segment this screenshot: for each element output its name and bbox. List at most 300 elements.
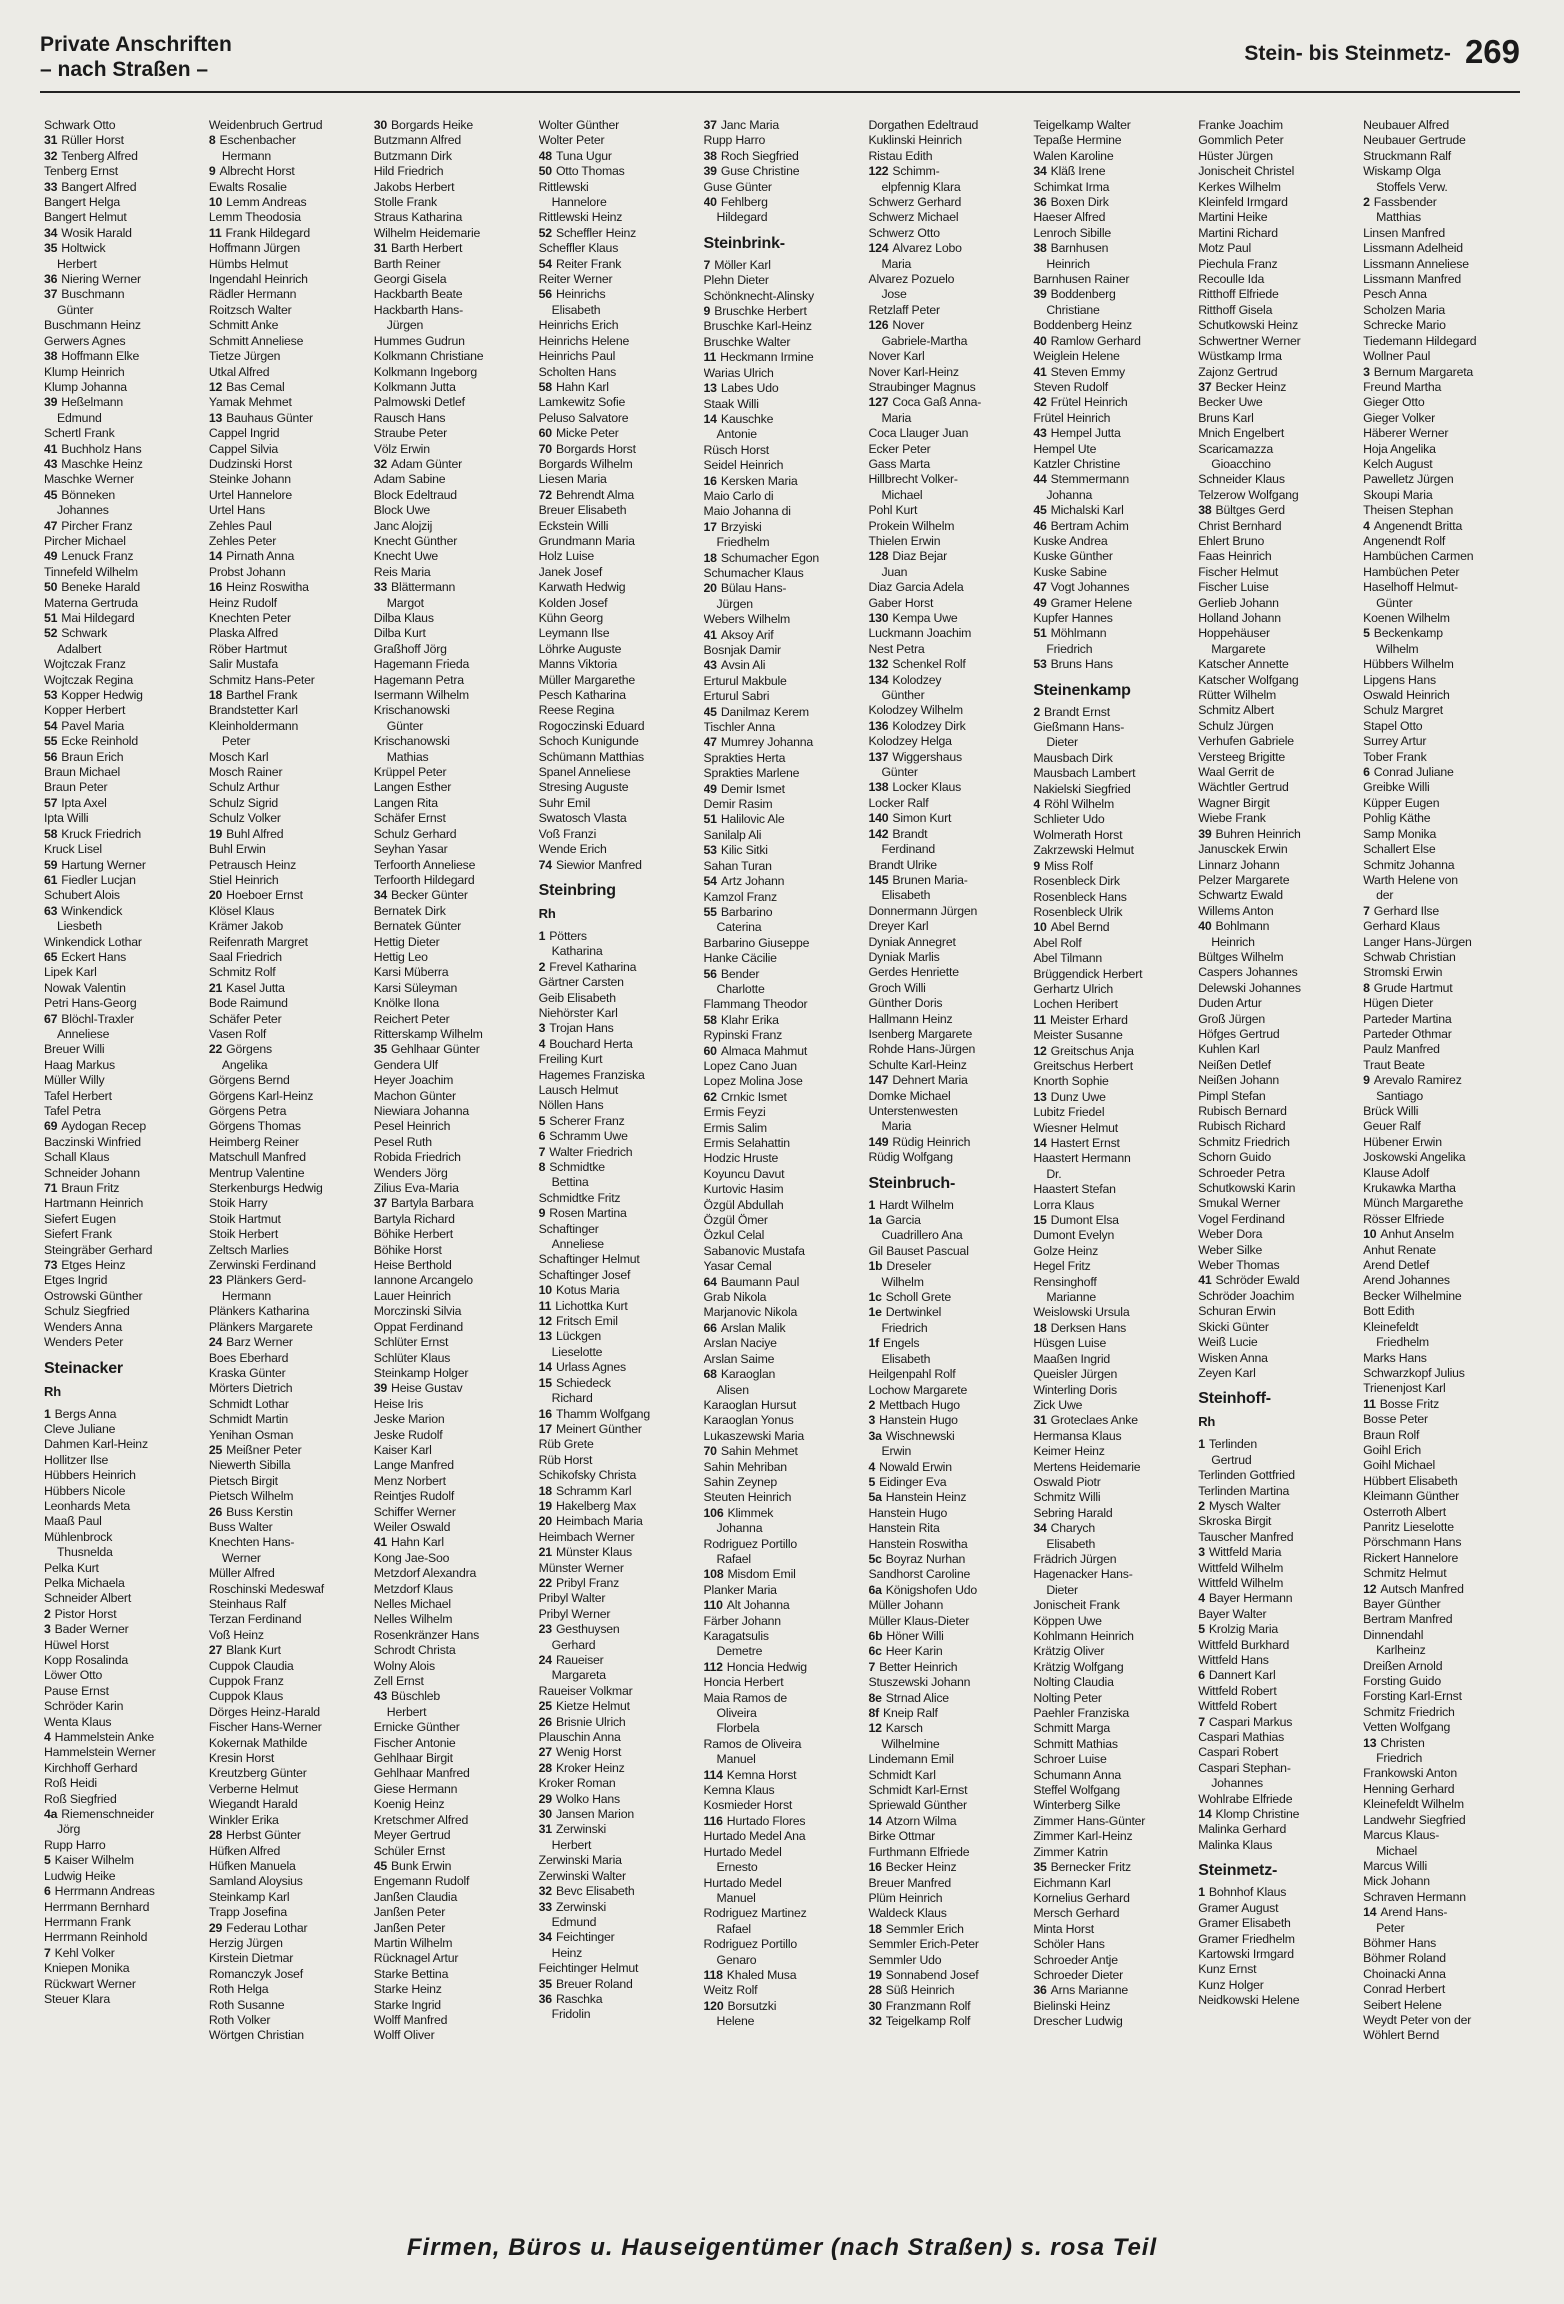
- directory-entry: Nöllen Hans: [538, 1098, 604, 1113]
- directory-entry: 43 Avsin Ali: [703, 658, 766, 673]
- house-number: 26: [538, 1714, 552, 1729]
- directory-entry: Hanstein Hugo: [868, 1505, 948, 1520]
- directory-entry: Etges Ingrid: [44, 1273, 108, 1288]
- house-number: 51: [703, 812, 717, 827]
- directory-entry: Willems Anton: [1198, 903, 1274, 918]
- directory-entry: Weiler Oswald: [373, 1519, 451, 1534]
- directory-entry: Heinrichs Paul: [538, 349, 616, 364]
- directory-entry: 12 Bas Cemal: [208, 379, 285, 394]
- entry-continuation: Heinrich: [1211, 934, 1255, 949]
- directory-entry: Niewiara Johanna: [373, 1104, 470, 1118]
- directory-entry: Rupp Harro: [703, 133, 766, 148]
- directory-entry: Metzdorf Alexandra: [373, 1566, 477, 1581]
- directory-entry: Schulte Karl-Heinz: [868, 1057, 967, 1072]
- directory-entry: Koenig Heinz: [373, 1797, 445, 1812]
- directory-entry: Siefert Eugen: [44, 1211, 116, 1226]
- directory-entry: Mentrup Valentine: [208, 1165, 305, 1180]
- directory-entry: 5 Eidinger Eva: [868, 1474, 947, 1489]
- directory-entry: 28 Herbst Günter: [208, 1828, 301, 1843]
- directory-entry: Münch Margarethe: [1363, 1196, 1464, 1211]
- directory-entry: 6a Königshofen Udo: [868, 1582, 978, 1597]
- directory-entry: 1f Engels: [868, 1336, 920, 1351]
- house-number: 70: [538, 441, 552, 456]
- directory-entry: Rückwart Werner: [44, 1976, 136, 1991]
- directory-entry: Jeske Rudolf: [373, 1427, 443, 1442]
- house-number: 35: [538, 1976, 552, 1991]
- directory-entry: 48 Tuna Ugur: [538, 148, 612, 163]
- directory-entry: Marcus Klaus-: [1363, 1828, 1440, 1843]
- directory-entry: Dreyer Karl: [868, 919, 929, 934]
- directory-entry: Zimmer Hans-Günter: [1033, 1813, 1146, 1828]
- directory-entry: 41 Hahn Karl: [373, 1535, 444, 1550]
- directory-entry: Krätzig Wolfgang: [1033, 1659, 1124, 1674]
- directory-entry: 9 Bruschke Herbert: [703, 304, 807, 319]
- house-number: 12: [1363, 1581, 1377, 1596]
- directory-entry: 120 Borsutzki: [703, 1998, 777, 2013]
- directory-entry: Tenberg Ernst: [44, 164, 118, 179]
- directory-entry: Rösser Elfriede: [1363, 1211, 1445, 1226]
- directory-entry: Schraven Hermann: [1363, 1889, 1466, 1904]
- directory-entry: 26 Brisnie Ulrich: [538, 1714, 626, 1729]
- directory-column-5: [704, 118, 863, 2208]
- directory-entry: Greibke Willi: [1363, 780, 1430, 795]
- entry-continuation: Günter: [1376, 595, 1413, 610]
- directory-entry: Schümann Matthias: [538, 749, 644, 764]
- directory-entry: Webers Wilhelm: [703, 612, 791, 627]
- directory-entry: Metzdorf Klaus: [373, 1581, 453, 1596]
- house-number: 7: [1363, 903, 1370, 918]
- directory-entry: 40 Bohlmann: [1198, 919, 1270, 934]
- entry-continuation: Angelika: [221, 1057, 268, 1072]
- directory-entry: Schulz Jürgen: [1198, 718, 1274, 733]
- house-number: 49: [1033, 595, 1047, 610]
- directory-entry: 49 Demir Ismet: [703, 781, 785, 796]
- directory-entry: Caspari Stephan-: [1198, 1760, 1291, 1775]
- house-number: 36: [1033, 1983, 1047, 1998]
- directory-entry: Sahan Turan: [703, 858, 772, 873]
- directory-entry: 39 Heßelmann: [44, 395, 124, 410]
- directory-entry: 140 Simon Kurt: [868, 811, 952, 826]
- directory-entry: 5c Boyraz Nurhan: [868, 1551, 966, 1566]
- directory-entry: Bültges Wilhelm: [1198, 949, 1284, 964]
- header-section-title: [40, 32, 232, 82]
- entry-continuation: Hermann: [221, 1288, 272, 1303]
- directory-entry: Wittfeld Hans: [1198, 1653, 1269, 1667]
- directory-entry: Bayer Günther: [1363, 1597, 1441, 1611]
- directory-entry: 14 Klomp Christine: [1198, 1807, 1300, 1822]
- house-number: 27: [208, 1643, 223, 1658]
- house-number: 4: [1363, 518, 1370, 533]
- directory-entry: 9 Rosen Martina: [538, 1206, 627, 1221]
- house-number: 3: [44, 1622, 51, 1637]
- directory-entry: Völz Erwin: [373, 441, 430, 456]
- directory-entry: Golze Heinz: [1033, 1243, 1099, 1258]
- directory-entry: Klump Johanna: [44, 379, 127, 394]
- directory-entry: Landwehr Siegfried: [1363, 1812, 1466, 1827]
- house-number: 38: [1198, 503, 1212, 518]
- directory-entry: Isermann Wilhelm: [373, 688, 469, 703]
- directory-entry: Gehlhaar Manfred: [373, 1766, 470, 1781]
- directory-entry: Müller Alfred: [208, 1566, 275, 1581]
- directory-entry: Teigelkamp Walter: [1033, 118, 1131, 132]
- directory-entry: Menz Norbert: [373, 1473, 446, 1488]
- house-number: 38: [703, 148, 717, 163]
- directory-entry: Mühlenbrock: [44, 1529, 113, 1544]
- directory-entry: Schaftinger Helmut: [538, 1252, 640, 1267]
- directory-entry: Hagemes Franziska: [538, 1067, 645, 1082]
- directory-entry: Ehlert Bruno: [1198, 533, 1265, 548]
- directory-entry: Block Uwe: [373, 503, 431, 518]
- directory-entry: Alvarez Pozuelo: [868, 272, 955, 287]
- directory-entry: Wittfeld Robert: [1198, 1699, 1277, 1714]
- directory-entry: Haselhoff Helmut-: [1363, 580, 1458, 595]
- house-number: 18: [1033, 1320, 1047, 1335]
- house-number: 34: [1033, 1521, 1047, 1536]
- house-number: 38: [44, 349, 58, 364]
- directory-entry: Starke Bettina: [373, 1966, 449, 1981]
- directory-entry: Erturul Makbule: [703, 673, 787, 688]
- directory-entry: Schlüter Klaus: [373, 1350, 451, 1365]
- page-footer-note: Firmen, Büros u. Hauseigentümer (nach Straßen) s. rosa Teil: [406, 2234, 1158, 2261]
- directory-entry: Freund Martha: [1363, 379, 1442, 394]
- house-number: 47: [44, 518, 58, 533]
- directory-entry: Lauer Heinrich: [373, 1288, 451, 1303]
- directory-entry: 32 Teigelkamp Rolf: [868, 2014, 971, 2029]
- directory-entry: 39 Heise Gustav: [373, 1381, 463, 1396]
- directory-entry: Kornelius Gerhard: [1033, 1890, 1130, 1905]
- directory-entry: 70 Sahin Mehmet: [703, 1444, 798, 1459]
- entry-continuation: Maria: [881, 256, 912, 271]
- directory-entry: Marjanovic Nikola: [703, 1305, 798, 1320]
- directory-entry: 36 Raschka: [538, 1991, 603, 2006]
- directory-entry: Eichmann Karl: [1033, 1875, 1111, 1890]
- directory-entry: Utkal Alfred: [208, 364, 270, 379]
- directory-entry: Jonischeit Frank: [1033, 1598, 1120, 1613]
- directory-entry: 69 Aydogan Recep: [44, 1119, 146, 1134]
- house-number: 45: [1033, 503, 1047, 518]
- directory-entry: Buss Walter: [208, 1519, 273, 1534]
- directory-entry: Lipek Karl: [44, 965, 97, 980]
- directory-entry: 45 Danilmaz Kerem: [703, 704, 809, 719]
- directory-entry: Hettig Dieter: [373, 934, 440, 949]
- directory-entry: Plänkers Margarete: [208, 1319, 313, 1334]
- directory-entry: 8 Eschenbacher: [208, 133, 296, 148]
- directory-entry: 12 Karsch: [868, 1721, 923, 1736]
- directory-entry: 45 Bönneken: [44, 487, 116, 502]
- directory-entry: Müller Margarethe: [538, 672, 636, 687]
- directory-entry: Niewerth Sibilla: [208, 1458, 291, 1473]
- directory-entry: Flammang Theodor: [703, 997, 808, 1012]
- directory-entry: Krämer Jakob: [208, 919, 284, 934]
- house-number: 41: [1198, 1273, 1212, 1288]
- entry-continuation: Caterina: [716, 920, 762, 935]
- directory-entry: 53 Kopper Hedwig: [44, 688, 143, 703]
- directory-entry: Schneider Johann: [44, 1165, 140, 1180]
- directory-entry: Bode Raimund: [208, 996, 288, 1011]
- house-number: 20: [538, 1514, 552, 1529]
- directory-entry: Ristau Edith: [868, 148, 933, 163]
- directory-entry: Maaß Paul: [44, 1514, 102, 1529]
- house-number: 30: [868, 1998, 882, 2013]
- directory-entry: Becker Wilhelmine: [1363, 1288, 1462, 1303]
- directory-entry: Heyer Joachim: [373, 1073, 454, 1088]
- directory-entry: Braun Michael: [44, 765, 121, 780]
- house-number: 2: [868, 1397, 876, 1412]
- house-number: 45: [373, 1858, 388, 1873]
- directory-entry: Pawelletz Jürgen: [1363, 472, 1454, 487]
- directory-entry: 18 Semmler Erich: [868, 1921, 964, 1936]
- directory-entry: Abel Rolf: [1033, 935, 1082, 950]
- directory-entry: Schwartz Ewald: [1198, 888, 1283, 903]
- directory-entry: Stoik Harry: [208, 1196, 268, 1211]
- directory-entry: 12 Fritsch Emil: [538, 1314, 618, 1329]
- directory-entry: Terlinden Gottfried: [1198, 1468, 1295, 1483]
- directory-entry: Weber Thomas: [1198, 1258, 1280, 1273]
- directory-entry: Birke Ottmar: [868, 1829, 936, 1844]
- directory-entry: Wöhlert Bernd: [1363, 2028, 1440, 2043]
- directory-entry: 14 Kauschke: [703, 411, 774, 426]
- directory-entry: Karagatsulis: [703, 1629, 769, 1643]
- directory-entry: Hümbs Helmut: [208, 256, 288, 271]
- house-number: 16: [703, 473, 717, 488]
- directory-entry: Karsi Müberra: [373, 965, 449, 980]
- directory-entry: 63 Winkendick: [44, 903, 123, 918]
- directory-entry: Stolle Frank: [373, 195, 437, 210]
- directory-entry: Sanilalp Ali: [703, 827, 762, 842]
- directory-entry: 19 Buhl Alfred: [208, 826, 284, 841]
- directory-entry: 56 Heinrichs: [538, 287, 606, 302]
- directory-entry: 6c Heer Karin: [868, 1644, 943, 1659]
- house-number: 32: [868, 2014, 882, 2029]
- directory-entry: Kemna Klaus: [703, 1783, 775, 1798]
- directory-entry: 34 Charych: [1033, 1521, 1095, 1536]
- directory-entry: Rosenbleck Hans: [1033, 889, 1127, 904]
- directory-entry: Zilius Eva-Maria: [373, 1181, 459, 1196]
- directory-entry: Heinrichs Helene: [538, 333, 630, 348]
- directory-entry: Gerhartz Ulrich: [1033, 981, 1114, 996]
- house-number: 57: [44, 795, 58, 810]
- directory-entry: Brandt Ulrike: [868, 857, 937, 872]
- directory-entry: Boddenberg Heinz: [1033, 318, 1132, 333]
- directory-entry: 7 Möller Karl: [703, 257, 771, 272]
- entry-continuation: Cuadrillero Ana: [881, 1228, 963, 1243]
- directory-entry: Hübbers Wilhelm: [1363, 657, 1454, 672]
- house-number: 122: [868, 164, 889, 179]
- directory-entry: Hackbarth Hans-: [373, 302, 464, 317]
- directory-entry: 3 Bader Werner: [44, 1622, 129, 1637]
- directory-entry: 43 Büschleb: [373, 1689, 441, 1704]
- house-number: 11: [1033, 1012, 1046, 1027]
- entry-continuation: Adalbert: [57, 641, 102, 656]
- directory-entry: Rosenbleck Ulrik: [1033, 904, 1123, 919]
- directory-entry: Krüppel Peter: [373, 765, 447, 780]
- directory-entry: Rüdig Wolfgang: [868, 1150, 953, 1165]
- directory-entry: Brüggendick Herbert: [1033, 966, 1143, 981]
- directory-entry: Haag Markus: [44, 1057, 115, 1072]
- directory-columns: [44, 118, 1522, 2208]
- directory-entry: 58 Kruck Friedrich: [44, 826, 141, 841]
- directory-entry: Hoja Angelika: [1363, 441, 1436, 456]
- house-number: 27: [538, 1745, 552, 1760]
- house-number: 3a: [868, 1428, 882, 1443]
- directory-entry: Peluso Salvatore: [538, 410, 629, 425]
- directory-entry: Niehörster Karl: [538, 1005, 618, 1020]
- directory-entry: Hüsgen Luise: [1033, 1336, 1107, 1351]
- directory-entry: Sprakties Herta: [703, 750, 786, 765]
- directory-entry: Schroer Luise: [1033, 1752, 1107, 1767]
- directory-entry: Wiegandt Harald: [208, 1797, 298, 1812]
- directory-entry: Wolff Manfred: [373, 2012, 448, 2027]
- directory-entry: 106 Klimmek: [703, 1505, 774, 1520]
- directory-entry: 10 Abel Bernd: [1033, 920, 1110, 935]
- directory-entry: Wittfeld Wilhelm: [1198, 1575, 1284, 1590]
- street-range: Stein- bis Steinmetz-: [1244, 42, 1451, 65]
- directory-entry: Breuer Manfred: [868, 1875, 952, 1890]
- directory-entry: 41 Schröder Ewald: [1198, 1273, 1300, 1288]
- directory-entry: Tischler Anna: [703, 720, 775, 735]
- house-number: 50: [538, 164, 552, 179]
- house-number: 3: [538, 1021, 546, 1036]
- directory-entry: 65 Eckert Hans: [44, 949, 127, 964]
- house-number: 6b: [868, 1629, 883, 1643]
- directory-entry: 134 Kolodzey: [868, 672, 942, 687]
- directory-entry: Motz Paul: [1198, 241, 1252, 256]
- directory-entry: Zakrzewski Helmut: [1033, 843, 1134, 858]
- directory-entry: Hettig Leo: [373, 949, 428, 964]
- directory-entry: 74 Siewior Manfred: [538, 857, 642, 872]
- directory-entry: Bangert Helga: [44, 195, 121, 210]
- directory-entry: Salir Mustafa: [208, 657, 279, 672]
- directory-entry: Linsen Manfred: [1363, 225, 1446, 240]
- house-number: 73: [44, 1258, 58, 1273]
- entry-continuation: Anneliese: [57, 1026, 110, 1041]
- directory-entry: Bertram Manfred: [1363, 1612, 1453, 1627]
- directory-entry: Wiebe Frank: [1198, 811, 1266, 826]
- directory-entry: Sandhorst Caroline: [868, 1567, 971, 1582]
- directory-entry: 55 Barbarino: [703, 904, 773, 919]
- directory-entry: Wenders Jörg: [373, 1165, 448, 1180]
- directory-entry: Terfoorth Anneliese: [373, 857, 476, 872]
- directory-entry: 116 Hurtado Flores: [703, 1813, 806, 1828]
- directory-entry: Minta Horst: [1033, 1921, 1094, 1936]
- house-number: 136: [868, 718, 889, 733]
- house-number: 16: [868, 1860, 882, 1875]
- directory-entry: Brandstetter Karl: [208, 703, 298, 718]
- house-number: 18: [868, 1921, 882, 1936]
- directory-entry: Bruns Karl: [1198, 410, 1254, 425]
- directory-entry: Hurtado Medel: [703, 1875, 782, 1890]
- directory-entry: 33 Blättermann: [373, 580, 456, 595]
- directory-entry: 35 Gehlhaar Günter: [373, 1042, 480, 1057]
- directory-entry: Verberne Helmut: [208, 1781, 299, 1796]
- house-number: 4: [868, 1459, 876, 1474]
- house-number: 38: [1033, 241, 1047, 256]
- directory-entry: Sahin Zeynep: [703, 1474, 778, 1489]
- directory-entry: Samp Monika: [1363, 826, 1437, 841]
- directory-entry: Özkul Celal: [703, 1228, 765, 1243]
- entry-continuation: Charlotte: [716, 981, 765, 996]
- directory-entry: Dumont Evelyn: [1033, 1228, 1115, 1243]
- directory-entry: 2 Brandt Ernst: [1033, 704, 1110, 719]
- directory-entry: Hegel Fritz: [1033, 1259, 1091, 1274]
- directory-entry: Schoch Kunigunde: [538, 734, 639, 749]
- directory-entry: Katscher Wolfgang: [1198, 672, 1299, 687]
- directory-entry: Schulz Gerhard: [373, 826, 457, 841]
- house-number: 14: [1033, 1136, 1047, 1150]
- directory-entry: 4 Bayer Hermann: [1198, 1591, 1293, 1606]
- house-number: 7: [1198, 1714, 1205, 1729]
- directory-entry: Adam Sabine: [373, 472, 446, 487]
- directory-entry: Bernatek Günter: [373, 919, 461, 934]
- directory-entry: Forsting Guido: [1363, 1674, 1441, 1689]
- directory-entry: Hübbert Elisabeth: [1363, 1473, 1458, 1488]
- directory-entry: Conrad Herbert: [1363, 1982, 1446, 1997]
- directory-entry: Kraska Günter: [208, 1365, 286, 1380]
- directory-entry: Wolter Günther: [538, 118, 620, 132]
- directory-entry: 16 Becker Heinz: [868, 1860, 957, 1875]
- house-number: 11: [538, 1298, 552, 1313]
- directory-entry: Rädler Hermann: [208, 287, 297, 302]
- house-number: 52: [44, 626, 58, 641]
- house-number: 51: [1033, 626, 1047, 641]
- directory-entry: Weislowski Ursula: [1033, 1305, 1130, 1320]
- directory-entry: 33 Bangert Alfred: [44, 179, 137, 194]
- directory-entry: Kolodzey Helga: [868, 734, 952, 749]
- entry-continuation: Margarete: [1211, 641, 1266, 656]
- directory-entry: 22 Görgens: [208, 1042, 272, 1057]
- house-number: 2: [1198, 1498, 1205, 1513]
- entry-continuation: Lieselotte: [551, 1344, 603, 1359]
- directory-entry: Bartyla Richard: [373, 1211, 455, 1226]
- directory-entry: 32 Bevc Elisabeth: [538, 1884, 635, 1899]
- house-number: 5: [1198, 1622, 1205, 1637]
- house-number: 44: [1033, 472, 1047, 487]
- directory-entry: 22 Pribyl Franz: [538, 1575, 620, 1590]
- house-number: 51: [44, 611, 58, 625]
- house-number: 24: [208, 1335, 223, 1350]
- directory-entry: Caspari Robert: [1198, 1745, 1279, 1760]
- directory-entry: 43 Hempel Jutta: [1033, 426, 1121, 441]
- directory-entry: Zeyen Karl: [1198, 1365, 1256, 1380]
- directory-entry: Grundmann Maria: [538, 533, 635, 548]
- directory-entry: 51 Möhlmann: [1033, 626, 1107, 641]
- entry-continuation: Dr.: [1046, 1166, 1062, 1181]
- entry-continuation: Liesbeth: [57, 919, 102, 934]
- directory-entry: 64 Baumann Paul: [703, 1274, 800, 1289]
- directory-entry: Verhufen Gabriele: [1198, 734, 1294, 749]
- directory-entry: Pohlig Käthe: [1363, 811, 1431, 826]
- directory-entry: Pohl Kurt: [868, 503, 918, 518]
- directory-entry: Kroker Roman: [538, 1776, 616, 1791]
- directory-entry: Schäfer Ernst: [373, 811, 446, 826]
- directory-entry: Weitz Rolf: [703, 1983, 758, 1998]
- entry-continuation: Alisen: [716, 1382, 749, 1397]
- directory-entry: 54 Pavel Maria: [44, 718, 125, 733]
- directory-entry: 3 Hanstein Hugo: [868, 1413, 958, 1428]
- directory-entry: Schäfer Peter: [208, 1011, 282, 1026]
- directory-entry: 56 Bender: [703, 966, 760, 981]
- directory-entry: Lissmann Anneliese: [1363, 256, 1469, 271]
- house-number: 5: [44, 1853, 51, 1868]
- directory-entry: 2 Mysch Walter: [1198, 1498, 1281, 1513]
- directory-entry: Traut Beate: [1363, 1057, 1425, 1072]
- directory-entry: 17 Meinert Günther: [538, 1421, 642, 1436]
- entry-continuation: Johannes: [1211, 1776, 1263, 1791]
- directory-entry: 70 Borgards Horst: [538, 441, 636, 456]
- house-number: 39: [373, 1381, 388, 1396]
- entry-continuation: Gioacchino: [1211, 456, 1271, 471]
- entry-continuation: Friedrich: [1376, 1751, 1423, 1766]
